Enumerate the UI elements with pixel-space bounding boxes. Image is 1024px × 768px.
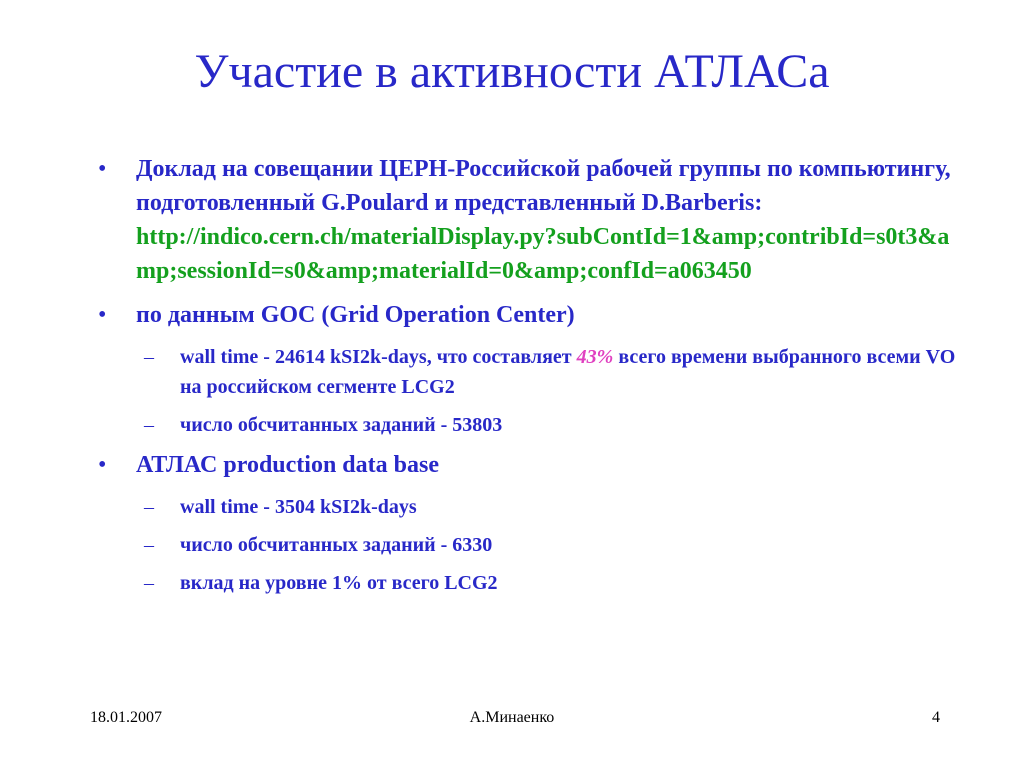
sub-goc-walltime: [96, 342, 966, 402]
sub-goc-jobs: [96, 410, 966, 440]
sub-atlas-jobs: [96, 530, 966, 560]
dash-marker: –: [144, 534, 154, 556]
slide-title: Участие в активности АТЛАСа: [194, 45, 830, 98]
bullet-atlas-db-text: АТЛАС production data base: [136, 452, 439, 478]
sub-atlas-walltime: [96, 492, 966, 522]
footer-date: 18.01.2007: [90, 709, 162, 726]
sub-goc-walltime-before: wall time - 24614 kSI2k-days, что составляет: [180, 346, 577, 368]
sub-atlas-jobs-text: число обсчитанных заданий - 6330: [180, 534, 493, 556]
page-number: 4: [932, 709, 940, 726]
bullet-marker: •: [98, 302, 107, 328]
bullet-report-text: Доклад на совещании ЦЕРН-Российской рабочей группы по компьютингу, подготовленный G.Poulard и представленный D.Barberis:: [136, 156, 951, 216]
bullet-goc-text: по данным GOC (Grid Operation Center): [136, 302, 575, 328]
dash-marker: –: [144, 496, 154, 518]
sub-goc-jobs-text: число обсчитанных заданий - 53803: [180, 414, 503, 436]
sub-atlas-contribution-text: вклад на уровне 1% от всего LCG2: [180, 572, 498, 594]
percentage-highlight: 43%: [576, 346, 614, 368]
footer-author: А.Минаенко: [469, 709, 555, 726]
dash-marker: –: [144, 414, 154, 436]
report-link[interactable]: http://indico.cern.ch/materialDisplay.py?subContId=1&amp;contribId=s0t3&amp;sessionId=s0&amp;materialId=0&amp;confId=a063450: [136, 224, 950, 284]
bullet-goc: [96, 298, 966, 332]
bullet-marker: •: [98, 156, 107, 182]
dash-marker: –: [144, 346, 154, 368]
bullet-marker: •: [98, 452, 107, 478]
bullet-report: [96, 152, 966, 288]
dash-marker: –: [144, 572, 154, 594]
sub-atlas-walltime-text: wall time - 3504 kSI2k-days: [180, 496, 417, 518]
sub-atlas-contribution: [96, 568, 966, 598]
slide-content: [96, 152, 966, 606]
sub-goc-walltime-after: всего времени выбранного всеми VO на российском сегменте LCG2: [180, 346, 956, 398]
bullet-atlas-db: [96, 448, 966, 482]
